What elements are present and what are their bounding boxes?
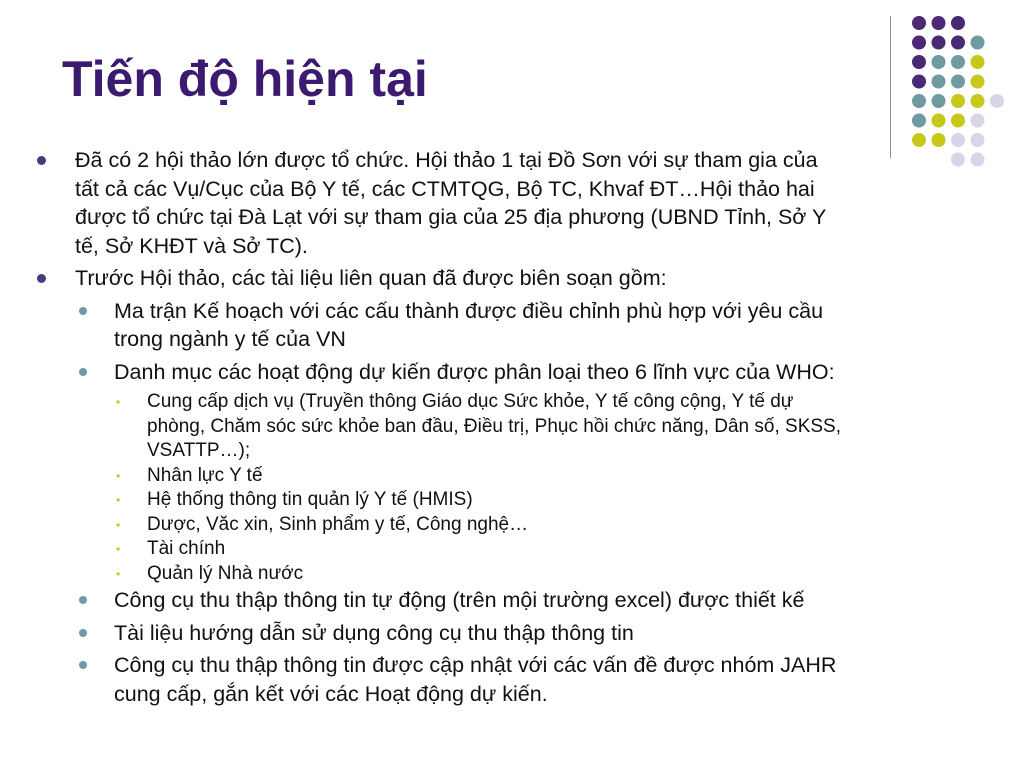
bullet-line: Nhân lực Y tế <box>147 464 263 486</box>
bullet-text-level-3 <box>147 488 473 513</box>
bullet-level-2 <box>79 629 87 637</box>
decorative-dot <box>971 55 985 69</box>
decorative-dot <box>951 55 965 69</box>
bullet-line: được tổ chức tại Đà Lạt với sự tham gia của 25 địa phương (UBND Tỉnh, Sở Y <box>75 205 827 229</box>
bullet-text-level-2 <box>114 297 823 354</box>
decorative-dot <box>932 75 946 89</box>
bullet-line: tất cả các Vụ/Cục của Bộ Y tế, các CTMTQG, Bộ TC, Khvaf ĐT…Hội thảo hai <box>75 176 815 201</box>
decorative-dot <box>932 94 946 108</box>
bullet-level-3: • <box>116 468 121 483</box>
bullet-level-2 <box>79 368 87 376</box>
bullet-text-level-2 <box>114 651 836 708</box>
bullet-text-level-2 <box>114 586 804 615</box>
decorative-dot <box>912 75 926 89</box>
bullet-line: Công cụ thu thập thông tin tự động (trên mội trường excel) được thiết kế <box>114 588 805 612</box>
bullet-line: Trước Hội thảo, các tài liệu liên quan đã được biên soạn gồm: <box>75 266 667 290</box>
bullet-line: Quản lý Nhà nước <box>147 562 304 584</box>
decorative-dot <box>932 133 946 147</box>
decorative-dot <box>971 94 985 108</box>
bullet-line: VSATTP…); <box>147 440 251 461</box>
bullet-level-2 <box>79 596 87 604</box>
bullet-line: Tài liệu hướng dẫn sử dụng công cụ thu thập thông tin <box>114 620 634 645</box>
decorative-dot <box>932 114 946 128</box>
decorative-dot <box>971 36 985 50</box>
decorative-dot <box>951 153 965 167</box>
bullet-text-level-1 <box>75 264 667 293</box>
bullet-level-2 <box>79 307 87 315</box>
decorative-dot <box>932 36 946 50</box>
bullet-text-level-3 <box>147 464 263 489</box>
decorative-dot <box>912 114 926 128</box>
bullet-text-level-1 <box>75 146 826 260</box>
decorative-dot <box>932 16 946 30</box>
decorative-dot <box>951 114 965 128</box>
bullet-level-3: • <box>116 493 121 507</box>
bullet-line: phòng, Chăm sóc sức khỏe ban đầu, Điều trị, Phục hồi chức năng, Dân số, SKSS, <box>147 415 841 437</box>
bullet-text-level-2 <box>114 619 634 648</box>
decorative-dot <box>912 55 926 69</box>
bullet-text-level-2 <box>114 358 835 387</box>
bullet-line: Cung cấp dịch vụ (Truyền thông Giáo dục Sức khỏe, Y tế công cộng, Y tế dự <box>147 391 794 412</box>
bullet-line: Tài chính <box>147 538 226 559</box>
bullet-level-1 <box>37 274 46 283</box>
decorative-dot <box>971 75 985 89</box>
bullet-text-level-3 <box>147 513 528 538</box>
decorative-dot <box>912 133 926 147</box>
bullet-text-level-3 <box>147 390 841 464</box>
bullet-text-level-3 <box>147 537 225 562</box>
bullet-level-2 <box>79 661 87 669</box>
bullet-line: trong ngành y tế của VN <box>114 327 346 351</box>
bullet-line: tế, Sở KHĐT và Sở TC). <box>75 233 308 258</box>
decorative-dot-grid <box>0 0 1024 170</box>
bullet-level-3: • <box>116 395 121 409</box>
bullet-level-3: • <box>116 542 121 556</box>
decorative-dot <box>951 133 965 147</box>
bullet-line: Công cụ thu thập thông tin được cập nhật với các vấn đề được nhóm JAHR <box>114 653 837 677</box>
decorative-dot <box>951 94 965 108</box>
bullet-line: cung cấp, gắn kết với các Hoạt động dự kiến. <box>114 681 548 706</box>
bullet-line: Danh mục các hoạt động dự kiến được phân loại theo 6 lĩnh vực của WHO: <box>114 359 835 384</box>
decorative-dot <box>990 94 1004 108</box>
decorative-dot <box>971 133 985 147</box>
decorative-dot <box>951 16 965 30</box>
decorative-dot <box>971 153 985 167</box>
decorative-dot <box>951 75 965 89</box>
decorative-dot <box>971 114 985 128</box>
decorative-dot <box>912 94 926 108</box>
bullet-level-3: • <box>116 566 121 581</box>
slide-title: Tiến độ hiện tại <box>62 51 428 107</box>
bullet-line: Hệ thống thông tin quản lý Y tế (HMIS) <box>147 489 473 510</box>
bullet-line: Đã có 2 hội thảo lớn được tổ chức. Hội thảo 1 tại Đồ Sơn với sự tham gia của <box>75 148 818 172</box>
bullet-text-level-3 <box>147 562 303 587</box>
decorative-dot <box>951 36 965 50</box>
decorative-dot <box>912 16 926 30</box>
decorative-dot <box>932 55 946 69</box>
bullet-level-3: • <box>116 517 121 532</box>
decorative-dot <box>912 36 926 50</box>
bullet-line: Dược, Văc xin, Sinh phẩm y tế, Công nghệ… <box>147 513 529 535</box>
bullet-line: Ma trận Kế hoạch với các cấu thành được điều chỉnh phù hợp với yêu cầu <box>114 298 824 323</box>
